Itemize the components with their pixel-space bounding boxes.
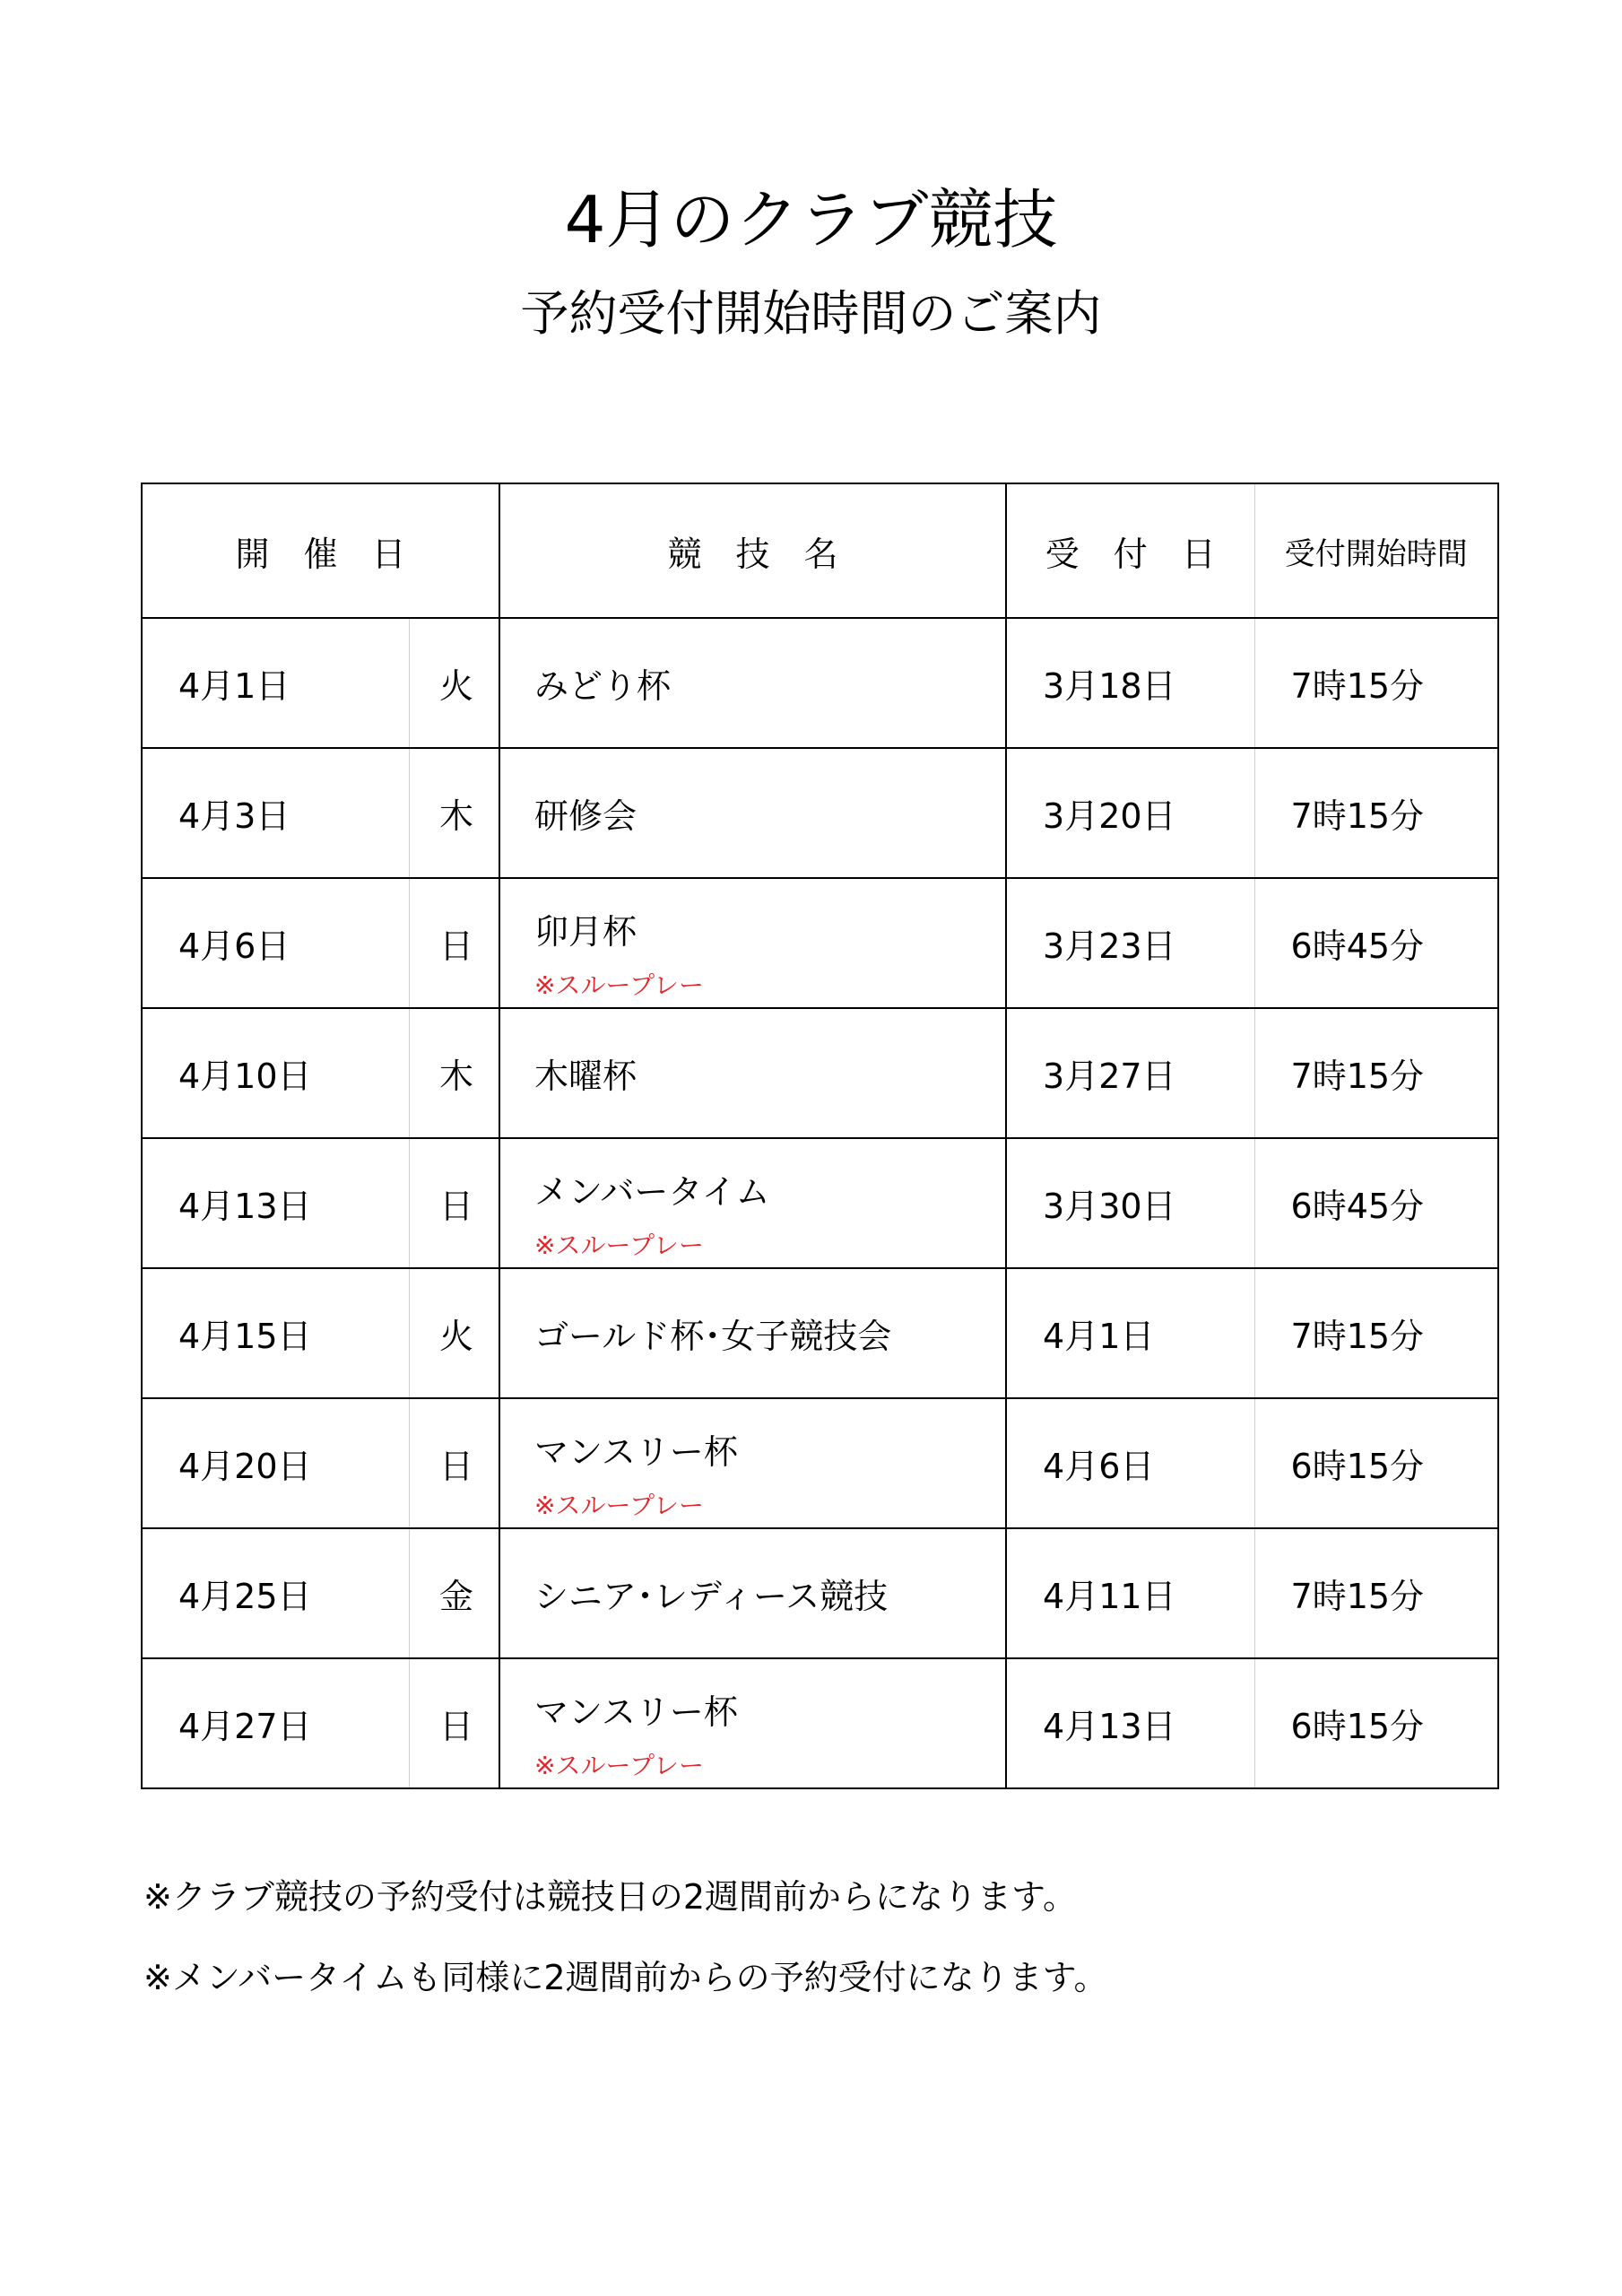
- event-name-text: 木曜杯: [534, 1057, 638, 1096]
- table-header-row: [142, 483, 1498, 618]
- table-row: [142, 748, 1498, 878]
- table-row: [142, 1528, 1498, 1658]
- header-start-time: 受付開始時間: [1254, 483, 1498, 618]
- row-start-time: 7時15分: [1254, 1268, 1498, 1398]
- row-reception-date: 3月18日: [1006, 618, 1254, 748]
- row-day-of-week: 金: [409, 1528, 499, 1658]
- row-day-of-week: 日: [409, 1658, 499, 1788]
- header-event: 競 技 名: [499, 483, 1006, 618]
- row-day-of-week: 火: [409, 618, 499, 748]
- row-reception-date: 4月13日: [1006, 1658, 1254, 1788]
- row-date: 4月20日: [142, 1398, 409, 1528]
- footnote-member-time-rule: ※メンバータイムも同様に2週間前からの予約受付になります。: [143, 1958, 1108, 1997]
- row-reception-date: 3月30日: [1006, 1138, 1254, 1268]
- row-reception-date: 3月20日: [1006, 748, 1254, 878]
- row-start-time: 6時45分: [1254, 1138, 1498, 1268]
- footnote-reception-rule: ※クラブ競技の予約受付は競技日の2週間前からになります。: [143, 1877, 1077, 1917]
- row-event-name: [499, 618, 1006, 748]
- event-name-text: マンスリー杯: [534, 1432, 738, 1472]
- row-start-time: 7時15分: [1254, 748, 1498, 878]
- header-date: 開 催 日: [142, 483, 499, 618]
- header-reception-date: 受 付 日: [1006, 483, 1254, 618]
- table-row: [142, 1658, 1498, 1788]
- row-date: 4月3日: [142, 748, 409, 878]
- row-reception-date: 4月1日: [1006, 1268, 1254, 1398]
- through-play-note: ※スループレー: [534, 1751, 704, 1780]
- row-day-of-week: 火: [409, 1268, 499, 1398]
- row-start-time: 6時45分: [1254, 878, 1498, 1008]
- row-start-time: 6時15分: [1254, 1398, 1498, 1528]
- event-name-text: マンスリー杯: [534, 1692, 738, 1732]
- event-name-text: メンバータイム: [534, 1172, 770, 1212]
- event-name-text: ゴールド杯･女子競技会: [534, 1317, 892, 1356]
- through-play-note: ※スループレー: [534, 1231, 704, 1260]
- row-event-name: [499, 748, 1006, 878]
- row-day-of-week: 日: [409, 1138, 499, 1268]
- through-play-note: ※スループレー: [534, 1491, 704, 1520]
- row-start-time: 6時15分: [1254, 1658, 1498, 1788]
- event-name-text: 卯月杯: [534, 912, 638, 952]
- row-day-of-week: 日: [409, 878, 499, 1008]
- row-reception-date: 3月23日: [1006, 878, 1254, 1008]
- row-event-name: [499, 878, 1006, 1008]
- row-date: 4月6日: [142, 878, 409, 1008]
- table-row: [142, 1138, 1498, 1268]
- event-name-text: シニア･レディース競技: [534, 1577, 889, 1616]
- table-row: [142, 1398, 1498, 1528]
- row-date: 4月15日: [142, 1268, 409, 1398]
- table-row: [142, 878, 1498, 1008]
- row-event-name: [499, 1528, 1006, 1658]
- row-date: 4月25日: [142, 1528, 409, 1658]
- schedule-table: [141, 483, 1499, 1789]
- event-name-text: 研修会: [534, 796, 638, 836]
- row-date: 4月1日: [142, 618, 409, 748]
- row-event-name: [499, 1138, 1006, 1268]
- row-reception-date: 3月27日: [1006, 1008, 1254, 1138]
- event-name-text: みどり杯: [534, 666, 672, 706]
- row-day-of-week: 木: [409, 748, 499, 878]
- row-event-name: [499, 1658, 1006, 1788]
- page-subtitle: 予約受付開始時間のご案内: [520, 285, 1102, 342]
- through-play-note: ※スループレー: [534, 970, 704, 1000]
- row-date: 4月10日: [142, 1008, 409, 1138]
- row-start-time: 7時15分: [1254, 1008, 1498, 1138]
- row-event-name: [499, 1398, 1006, 1528]
- row-day-of-week: 日: [409, 1398, 499, 1528]
- row-date: 4月27日: [142, 1658, 409, 1788]
- row-start-time: 7時15分: [1254, 1528, 1498, 1658]
- row-day-of-week: 木: [409, 1008, 499, 1138]
- table-row: [142, 1268, 1498, 1398]
- row-reception-date: 4月6日: [1006, 1398, 1254, 1528]
- footnotes: [143, 1857, 1108, 2018]
- table-row: [142, 618, 1498, 748]
- row-event-name: [499, 1008, 1006, 1138]
- table-row: [142, 1008, 1498, 1138]
- page-title: 4月のクラブ競技: [564, 182, 1058, 257]
- row-date: 4月13日: [142, 1138, 409, 1268]
- row-event-name: [499, 1268, 1006, 1398]
- row-reception-date: 4月11日: [1006, 1528, 1254, 1658]
- row-start-time: 7時15分: [1254, 618, 1498, 748]
